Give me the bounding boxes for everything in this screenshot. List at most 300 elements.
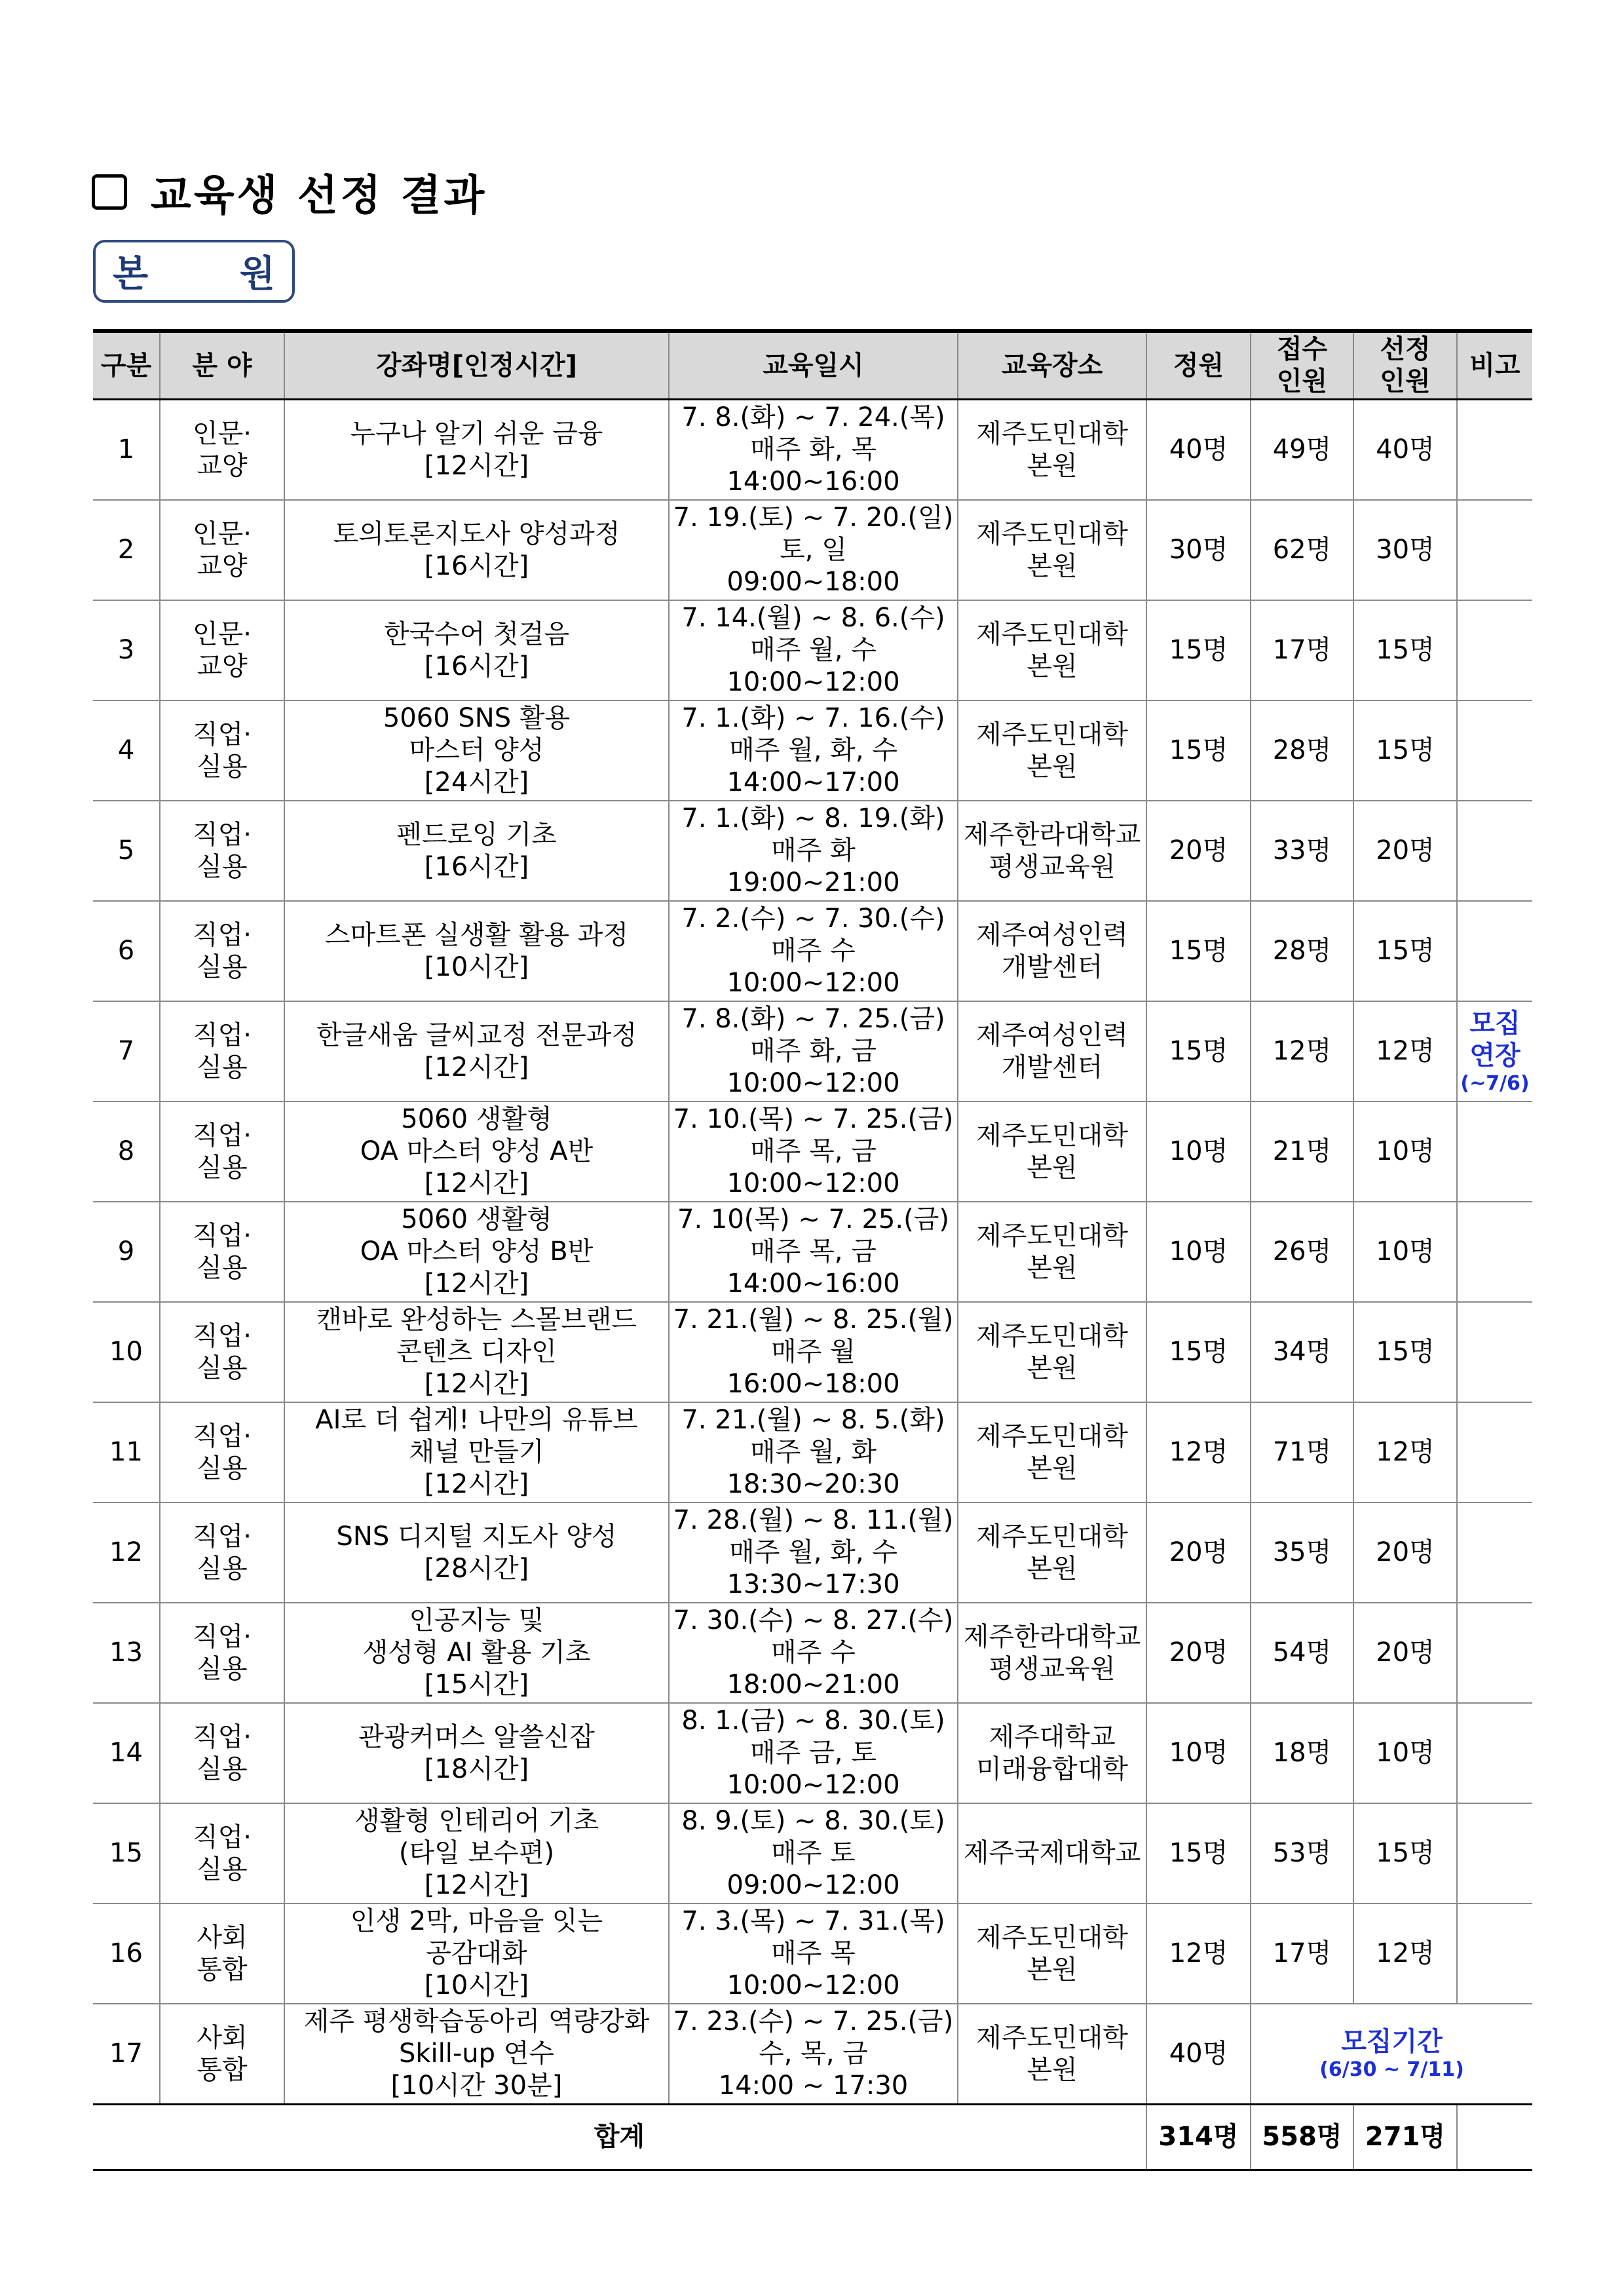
row-venue (958, 1803, 1146, 1904)
row-schedule-line: 10:00~12:00 (727, 667, 900, 697)
row-venue-line: 제주도민대학 (976, 418, 1128, 449)
row-schedule (669, 1101, 958, 1202)
row-no: 17 (93, 2004, 160, 2105)
row-schedule-line: 매주 월, 수 (750, 635, 877, 665)
row-course (284, 801, 669, 901)
total-capacity: 314명 (1146, 2105, 1251, 2170)
table-row (93, 1603, 1532, 1703)
row-schedule-line: 7. 1.(화) ~ 8. 19.(화) (681, 803, 945, 833)
row-applied: 21명 (1251, 1101, 1353, 1202)
row-applied: 53명 (1251, 1803, 1353, 1904)
row-field-line: 인문· (193, 619, 252, 649)
row-schedule (669, 1001, 958, 1101)
row-course-line: 콘텐츠 디자인 (396, 1337, 557, 1367)
row-venue (958, 1302, 1146, 1402)
recruitment-period-dates: (6/30 ~ 7/11) (1319, 2058, 1464, 2081)
row-selected: 12명 (1353, 1904, 1457, 2004)
row-schedule-line: 18:00~21:00 (727, 1670, 900, 1700)
row-course-line: [15시간] (424, 1670, 529, 1700)
row-applied: 17명 (1251, 1904, 1353, 2004)
row-selected: 12명 (1353, 1402, 1457, 1502)
row-venue (958, 1202, 1146, 1302)
row-course-line: 공감대화 (426, 1938, 527, 1968)
table-row (93, 500, 1532, 600)
row-applied: 28명 (1251, 700, 1353, 801)
row-schedule-line: 10:00~12:00 (727, 1068, 900, 1098)
row-course (284, 1302, 669, 1402)
table-row (93, 901, 1532, 1001)
total-row (93, 2105, 1532, 2170)
row-no: 5 (93, 801, 160, 901)
row-capacity: 15명 (1146, 901, 1251, 1001)
row-course (284, 1402, 669, 1502)
row-venue-line: 본원 (1027, 1954, 1078, 1985)
row-field (160, 1202, 284, 1302)
row-venue-line: 개발센터 (1001, 951, 1103, 982)
row-schedule-line: 매주 월 (771, 1337, 856, 1367)
row-note (1457, 1402, 1532, 1502)
total-label: 합계 (93, 2105, 1146, 2170)
selection-results-table (93, 329, 1532, 2171)
row-field-line: 실용 (197, 1753, 248, 1784)
row-field-line: 실용 (197, 751, 248, 782)
row-schedule-line: 14:00 ~ 17:30 (718, 2071, 909, 2101)
row-selected: 15명 (1353, 1302, 1457, 1402)
row-course-line: 인생 2막, 마음을 잇는 (350, 1906, 603, 1936)
row-course-line: [28시간] (424, 1553, 529, 1584)
row-capacity: 40명 (1146, 2004, 1251, 2105)
row-note (1457, 600, 1532, 700)
row-capacity: 12명 (1146, 1904, 1251, 2004)
table-row (93, 1904, 1532, 2004)
row-venue-line: 본원 (1027, 550, 1078, 581)
row-field (160, 1803, 284, 1904)
row-applied: 35명 (1251, 1502, 1353, 1603)
row-field (160, 1402, 284, 1502)
row-schedule-line: 8. 1.(금) ~ 8. 30.(토) (681, 1706, 945, 1736)
row-applied: 62명 (1251, 500, 1353, 600)
row-schedule-line: 매주 수 (771, 1637, 856, 1668)
row-no: 2 (93, 500, 160, 600)
row-selected: 20명 (1353, 1603, 1457, 1703)
row-field-line: 인문· (193, 418, 252, 449)
row-no: 3 (93, 600, 160, 700)
row-course-line: AI로 더 쉽게! 나만의 유튜브 (315, 1405, 638, 1435)
row-venue-line: 본원 (1027, 450, 1078, 481)
section-badge (93, 240, 314, 303)
row-course-line: [12시간] (424, 1469, 529, 1499)
row-course (284, 1001, 669, 1101)
row-no: 16 (93, 1904, 160, 2004)
row-course (284, 500, 669, 600)
row-field-line: 사회 (197, 1922, 248, 1953)
row-note (1457, 1302, 1532, 1402)
row-schedule-line: 14:00~16:00 (727, 467, 900, 497)
row-field-line: 직업· (193, 1120, 252, 1151)
row-no: 6 (93, 901, 160, 1001)
row-venue-line: 평생교육원 (989, 851, 1116, 882)
row-course-line: [10시간] (424, 951, 529, 982)
header-course: 강좌명[인정시간] (284, 331, 669, 400)
row-schedule-line: 수, 목, 금 (759, 2038, 868, 2069)
row-course-line: SNS 디지털 지도사 양성 (336, 1521, 617, 1552)
row-selected: 40명 (1353, 400, 1457, 501)
row-applied: 18명 (1251, 1703, 1353, 1803)
row-schedule-line: 19:00~21:00 (727, 868, 900, 898)
row-course-line: 누구나 알기 쉬운 금융 (350, 418, 603, 449)
row-schedule-line: 매주 목, 금 (750, 1136, 877, 1166)
row-schedule-line: 7. 19.(토) ~ 7. 20.(일) (673, 503, 954, 533)
row-venue (958, 801, 1146, 901)
row-capacity: 15명 (1146, 600, 1251, 700)
row-venue-line: 제주도민대학 (976, 1421, 1128, 1451)
header-selected-line1: 선정 (1380, 334, 1431, 364)
total-note (1457, 2105, 1532, 2170)
row-applied: 33명 (1251, 801, 1353, 901)
row-course (284, 1101, 669, 1202)
row-field-line: 실용 (197, 1152, 248, 1183)
row-schedule-line: 10:00~12:00 (727, 1970, 900, 2000)
row-venue-line: 제주도민대학 (976, 518, 1128, 549)
row-schedule-line: 10:00~12:00 (727, 968, 900, 998)
row-capacity: 12명 (1146, 1402, 1251, 1502)
row-field-line: 실용 (197, 1854, 248, 1885)
row-schedule-line: 매주 화, 금 (750, 1036, 877, 1066)
row-schedule (669, 801, 958, 901)
row-note (1457, 1502, 1532, 1603)
header-selected-line2: 인원 (1380, 366, 1431, 396)
row-field (160, 1703, 284, 1803)
row-course (284, 700, 669, 801)
row-field-line: 직업· (193, 1521, 252, 1552)
row-venue-line: 제주대학교 (989, 1721, 1116, 1752)
row-course-line: [18시간] (424, 1753, 529, 1784)
row-recruitment-period-note (1251, 2004, 1532, 2105)
header-venue: 교육장소 (958, 331, 1146, 400)
row-note (1457, 1603, 1532, 1703)
row-schedule-line: 7. 2.(수) ~ 7. 30.(수) (681, 904, 945, 934)
row-note (1457, 400, 1532, 501)
row-venue-line: 제주여성인력 (976, 919, 1128, 950)
row-selected: 15명 (1353, 600, 1457, 700)
row-course (284, 901, 669, 1001)
row-note (1457, 1703, 1532, 1803)
row-venue (958, 500, 1146, 600)
row-note (1457, 500, 1532, 600)
header-applied-line1: 접수 (1276, 334, 1328, 364)
row-field-line: 실용 (197, 1252, 248, 1283)
row-course-line: Skill-up 연수 (398, 2038, 555, 2069)
row-course-line: 마스터 양성 (409, 735, 544, 765)
row-schedule-line: 7. 8.(화) ~ 7. 25.(금) (681, 1004, 945, 1034)
row-no: 14 (93, 1703, 160, 1803)
row-field-line: 교양 (197, 550, 248, 581)
row-course-line: 5060 SNS 활용 (383, 703, 571, 733)
row-schedule-line: 7. 14.(월) ~ 8. 6.(수) (681, 603, 945, 633)
row-course-line: (타일 보수편) (398, 1838, 555, 1868)
row-schedule-line: 8. 9.(토) ~ 8. 30.(토) (681, 1806, 945, 1836)
row-field-line: 실용 (197, 1352, 248, 1383)
row-applied: 26명 (1251, 1202, 1353, 1302)
row-course-line: [12시간] (424, 450, 529, 481)
title-row (92, 163, 487, 221)
row-schedule (669, 1302, 958, 1402)
row-course (284, 400, 669, 501)
row-venue (958, 400, 1146, 501)
row-schedule-line: 09:00~12:00 (727, 1870, 900, 1900)
row-schedule-line: 7. 1.(화) ~ 7. 16.(수) (681, 703, 945, 733)
table-row (93, 801, 1532, 901)
row-schedule-line: 7. 10.(목) ~ 7. 25.(금) (673, 1104, 954, 1134)
row-schedule-line: 매주 월, 화, 수 (729, 735, 897, 765)
row-field (160, 1502, 284, 1603)
row-venue-line: 제주도민대학 (976, 619, 1128, 649)
row-no: 12 (93, 1502, 160, 1603)
header-no: 구분 (93, 331, 160, 400)
row-schedule (669, 2004, 958, 2105)
row-schedule-line: 14:00~17:00 (727, 767, 900, 797)
row-venue-line: 제주도민대학 (976, 1120, 1128, 1151)
row-venue (958, 901, 1146, 1001)
row-field-line: 직업· (193, 1621, 252, 1652)
note-line: 연장 (1469, 1040, 1520, 1071)
table-row (93, 1502, 1532, 1603)
row-capacity: 15명 (1146, 700, 1251, 801)
row-field-line: 통합 (197, 2054, 248, 2085)
row-course-line: [12시간] (424, 1052, 529, 1082)
table-row (93, 1001, 1532, 1101)
row-field-line: 인문· (193, 518, 252, 549)
row-schedule-line: 7. 30.(수) ~ 8. 27.(수) (673, 1605, 954, 1636)
header-applied-line2: 인원 (1276, 366, 1328, 396)
row-capacity: 10명 (1146, 1202, 1251, 1302)
row-selected: 20명 (1353, 801, 1457, 901)
row-capacity: 10명 (1146, 1101, 1251, 1202)
row-course-line: OA 마스터 양성 B반 (360, 1236, 594, 1267)
row-course (284, 1703, 669, 1803)
row-field-line: 통합 (197, 1954, 248, 1985)
row-schedule-line: 14:00~16:00 (727, 1269, 900, 1299)
row-course-line: 5060 생활형 (401, 1204, 552, 1234)
row-schedule (669, 901, 958, 1001)
row-course-line: 인공지능 및 (409, 1605, 544, 1636)
row-course-line: 채널 만들기 (409, 1437, 544, 1467)
row-field-line: 직업· (193, 1421, 252, 1451)
row-applied: 12명 (1251, 1001, 1353, 1101)
row-schedule (669, 600, 958, 700)
row-schedule-line: 7. 3.(목) ~ 7. 31.(목) (681, 1906, 945, 1936)
row-applied: 17명 (1251, 600, 1353, 700)
row-capacity: 15명 (1146, 1001, 1251, 1101)
row-schedule-line: 10:00~12:00 (727, 1168, 900, 1198)
row-field-line: 실용 (197, 851, 248, 882)
header-field: 분 야 (160, 331, 284, 400)
row-schedule-line: 매주 월, 화 (750, 1437, 877, 1467)
row-field-line: 교양 (197, 450, 248, 481)
row-venue (958, 2004, 1146, 2105)
row-venue-line: 본원 (1027, 1152, 1078, 1183)
row-field-line: 직업· (193, 719, 252, 750)
row-no: 1 (93, 400, 160, 501)
row-course-line: [16시간] (424, 851, 529, 882)
row-field-line: 직업· (193, 1320, 252, 1351)
row-applied: 71명 (1251, 1402, 1353, 1502)
row-schedule-line: 토, 일 (780, 535, 847, 565)
row-course-line: [24시간] (424, 767, 529, 797)
row-schedule-line: 매주 목, 금 (750, 1236, 877, 1267)
row-field (160, 1302, 284, 1402)
row-venue-line: 제주도민대학 (976, 1521, 1128, 1552)
row-venue-line: 제주한라대학교 (963, 819, 1141, 850)
row-field-line: 실용 (197, 1653, 248, 1684)
row-course-line: 한국수어 첫걸음 (383, 619, 570, 649)
row-course-line: [12시간] (424, 1168, 529, 1198)
row-schedule (669, 1904, 958, 2004)
row-capacity: 15명 (1146, 1803, 1251, 1904)
row-schedule-line: 매주 화, 목 (750, 434, 877, 465)
row-field (160, 600, 284, 700)
row-schedule-line: 09:00~18:00 (727, 567, 900, 597)
row-field (160, 700, 284, 801)
row-schedule-line: 매주 목 (771, 1938, 856, 1968)
row-course (284, 1904, 669, 2004)
row-capacity: 10명 (1146, 1703, 1251, 1803)
row-field (160, 500, 284, 600)
table-row (93, 400, 1532, 501)
row-venue-line: 제주도민대학 (976, 1320, 1128, 1351)
row-course-line: [10시간] (424, 1970, 529, 2000)
table-row (93, 1703, 1532, 1803)
row-course-line: OA 마스터 양성 A반 (360, 1136, 594, 1166)
row-note (1457, 1202, 1532, 1302)
row-course-line: 제주 평생학습동아리 역량강화 (303, 2006, 650, 2037)
row-field (160, 2004, 284, 2105)
row-note (1457, 901, 1532, 1001)
row-note (1457, 1101, 1532, 1202)
row-note (1457, 700, 1532, 801)
row-no: 9 (93, 1202, 160, 1302)
row-venue-line: 본원 (1027, 2054, 1078, 2085)
row-no: 10 (93, 1302, 160, 1402)
row-applied: 28명 (1251, 901, 1353, 1001)
header-capacity: 정원 (1146, 331, 1251, 400)
row-venue (958, 1603, 1146, 1703)
row-field (160, 1001, 284, 1101)
row-venue-line: 본원 (1027, 651, 1078, 681)
row-field (160, 1904, 284, 2004)
row-schedule-line: 7. 23.(수) ~ 7. 25.(금) (673, 2006, 954, 2037)
row-field-line: 실용 (197, 1052, 248, 1082)
row-course-line: 한글새움 글씨교정 전문과정 (316, 1020, 637, 1050)
row-venue-line: 본원 (1027, 1453, 1078, 1483)
row-course-line: 토의토론지도사 양성과정 (333, 518, 620, 549)
row-capacity: 15명 (1146, 1302, 1251, 1402)
row-note (1457, 1001, 1532, 1101)
row-venue-line: 제주도민대학 (976, 719, 1128, 750)
row-course (284, 1603, 669, 1703)
row-venue (958, 1402, 1146, 1502)
row-schedule-line: 매주 수 (771, 936, 856, 966)
header-selected (1353, 331, 1457, 400)
row-field (160, 901, 284, 1001)
row-venue-line: 본원 (1027, 1252, 1078, 1283)
row-schedule-line: 16:00~18:00 (727, 1369, 900, 1399)
row-course-line: [10시간 30분] (390, 2071, 563, 2101)
row-schedule-line: 매주 토 (771, 1838, 856, 1868)
row-course-line: 스마트폰 실생활 활용 과정 (324, 919, 629, 950)
page-title: 교육생 선정 결과 (151, 172, 487, 220)
row-course-line: 생활형 인테리어 기초 (354, 1806, 599, 1836)
row-applied: 54명 (1251, 1603, 1353, 1703)
row-field-line: 직업· (193, 1220, 252, 1251)
row-venue (958, 1703, 1146, 1803)
row-field-line: 직업· (193, 1822, 252, 1852)
row-schedule (669, 700, 958, 801)
table-row (93, 700, 1532, 801)
row-schedule-line: 7. 28.(월) ~ 8. 11.(월) (673, 1505, 954, 1535)
row-venue-line: 제주도민대학 (976, 1922, 1128, 1953)
row-course (284, 1502, 669, 1603)
row-field (160, 1603, 284, 1703)
table-row (93, 1202, 1532, 1302)
row-schedule (669, 1202, 958, 1302)
row-field-line: 교양 (197, 651, 248, 681)
table-header-row (93, 331, 1532, 400)
row-no: 8 (93, 1101, 160, 1202)
row-field (160, 1101, 284, 1202)
row-applied: 49명 (1251, 400, 1353, 501)
row-selected: 12명 (1353, 1001, 1457, 1101)
row-venue-line: 제주여성인력 (976, 1020, 1128, 1050)
row-venue-line: 본원 (1027, 1352, 1078, 1383)
checkbox-icon (92, 174, 127, 210)
row-no: 4 (93, 700, 160, 801)
row-schedule-line: 매주 금, 토 (750, 1738, 877, 1768)
row-selected: 15명 (1353, 901, 1457, 1001)
row-schedule-line: 7. 8.(화) ~ 7. 24.(목) (681, 402, 945, 432)
row-no: 15 (93, 1803, 160, 1904)
row-schedule (669, 1703, 958, 1803)
row-venue-line: 미래융합대학 (976, 1753, 1128, 1784)
row-venue-line: 제주도민대학 (976, 2022, 1128, 2053)
row-course (284, 1202, 669, 1302)
row-selected: 10명 (1353, 1202, 1457, 1302)
table-row (93, 1402, 1532, 1502)
row-applied: 34명 (1251, 1302, 1353, 1402)
row-venue-line: 개발센터 (1001, 1052, 1103, 1082)
total-applied: 558명 (1251, 2105, 1353, 2170)
row-course-line: [12시간] (424, 1870, 529, 1900)
row-course-line: 펜드로잉 기초 (396, 819, 557, 850)
row-schedule-line: 7. 21.(월) ~ 8. 25.(월) (673, 1305, 954, 1335)
recruitment-period-label: 모집기간 (1341, 2027, 1443, 2057)
row-field-line: 직업· (193, 819, 252, 850)
row-schedule (669, 1803, 958, 1904)
row-venue-line: 제주한라대학교 (963, 1621, 1141, 1652)
row-schedule-line: 7. 10(목) ~ 7. 25.(금) (677, 1204, 949, 1234)
row-note (1457, 801, 1532, 901)
row-selected: 15명 (1353, 700, 1457, 801)
row-course (284, 1803, 669, 1904)
row-schedule (669, 1502, 958, 1603)
row-selected: 10명 (1353, 1101, 1457, 1202)
table-row (93, 600, 1532, 700)
row-field-line: 직업· (193, 1721, 252, 1752)
row-capacity: 20명 (1146, 1603, 1251, 1703)
row-schedule (669, 1603, 958, 1703)
row-venue (958, 600, 1146, 700)
row-venue-line: 평생교육원 (989, 1653, 1116, 1684)
